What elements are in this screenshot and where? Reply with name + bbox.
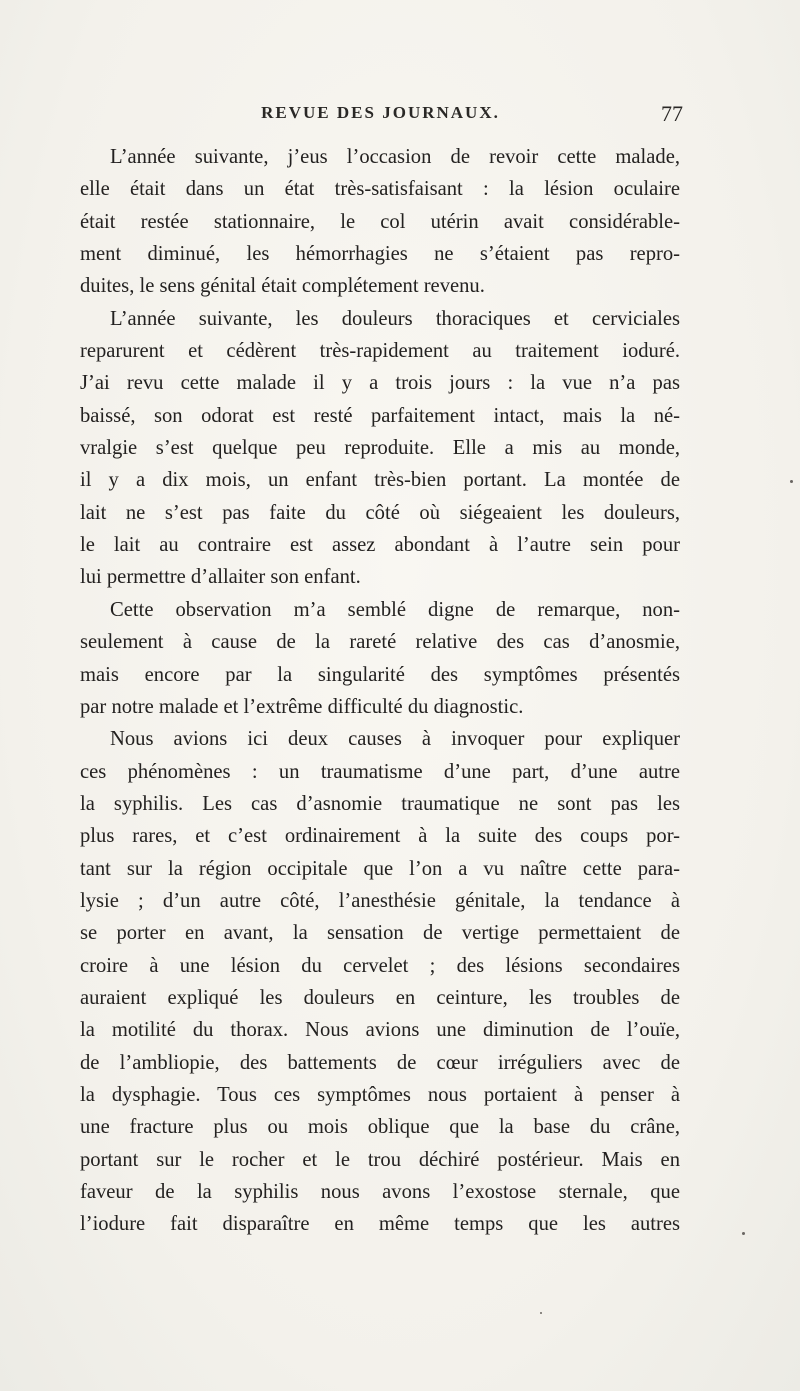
text-line: baissé, son odorat est resté parfaitement intact, mais la né-: [80, 404, 680, 427]
text-line: la syphilis. Les cas d’asnomie traumatique ne sont pas les: [80, 792, 680, 815]
text-line: par notre malade et l’extrême difficulté du diagnostic.: [80, 695, 524, 718]
paper-speck: [540, 1312, 542, 1314]
text-line: il y a dix mois, un enfant très-bien portant. La montée de: [80, 469, 680, 492]
text-line: ment diminué, les hémorrhagies ne s’étaient pas repro-: [80, 243, 680, 266]
text-line: la dysphagie. Tous ces symptômes nous portaient à penser à: [80, 1083, 680, 1106]
text-line: auraient expliqué les douleurs en ceinture, les troubles de: [80, 986, 680, 1009]
text-line: Cette observation m’a semblé digne de remarque, non-: [110, 598, 680, 621]
paper-speck: [742, 1232, 745, 1235]
running-title: REVUE DES JOURNAUX.: [261, 103, 500, 122]
text-line: lui permettre d’allaiter son enfant.: [80, 566, 361, 589]
text-line: L’année suivante, les douleurs thoraciques et cerviciales: [110, 307, 680, 330]
text-line: lysie ; d’un autre côté, l’anesthésie génitale, la tendance à: [80, 889, 680, 912]
text-line: croire à une lésion du cervelet ; des lésions secondaires: [80, 954, 680, 977]
text-line: ces phénomènes : un traumatisme d’une part, d’une autre: [80, 760, 680, 783]
text-line: J’ai revu cette malade il y a trois jours : la vue n’a pas: [80, 372, 680, 395]
page-header: [78, 103, 683, 133]
text-line: mais encore par la singularité des symptômes présentés: [80, 663, 680, 686]
text-line: l’iodure fait disparaître en même temps que les autres: [80, 1213, 680, 1236]
text-line: une fracture plus ou mois oblique que la base du crâne,: [80, 1116, 680, 1139]
text-line: le lait au contraire est assez abondant à l’autre sein pour: [80, 534, 680, 557]
text-line: plus rares, et c’est ordinairement à la suite des coups por-: [80, 825, 680, 848]
text-line: duites, le sens génital était complétement revenu.: [80, 275, 485, 298]
text-line: la motilité du thorax. Nous avions une diminution de l’ouïe,: [80, 1019, 680, 1042]
text-line: de l’ambliopie, des battements de cœur irréguliers avec de: [80, 1051, 680, 1074]
page-number: 77: [661, 101, 683, 126]
text-line: faveur de la syphilis nous avons l’exostose sternale, que: [80, 1181, 680, 1203]
paper-speck: [790, 480, 793, 483]
text-line: se porter en avant, la sensation de vertige permettaient de: [80, 922, 680, 945]
text-line: lait ne s’est pas faite du côté où siégeaient les douleurs,: [80, 501, 680, 524]
text-line: était restée stationnaire, le col utérin avait considérable-: [80, 210, 680, 233]
text-line: vralgie s’est quelque peu reproduite. Elle a mis au monde,: [80, 437, 680, 460]
text-line: reparurent et cédèrent très-rapidement au traitement ioduré.: [80, 340, 680, 363]
text-line: seulement à cause de la rareté relative des cas d’anosmie,: [80, 631, 680, 654]
text-line: elle était dans un état très-satisfaisant : la lésion oculaire: [80, 178, 680, 201]
text-line: portant sur le rocher et le trou déchiré postérieur. Mais en: [80, 1148, 680, 1171]
text-line: tant sur la région occipitale que l’on a vu naître cette para-: [80, 857, 680, 880]
body-text: [80, 141, 680, 1241]
text-line: Nous avions ici deux causes à invoquer pour expliquer: [110, 728, 680, 751]
text-line: L’année suivante, j’eus l’occasion de revoir cette malade,: [110, 146, 680, 168]
